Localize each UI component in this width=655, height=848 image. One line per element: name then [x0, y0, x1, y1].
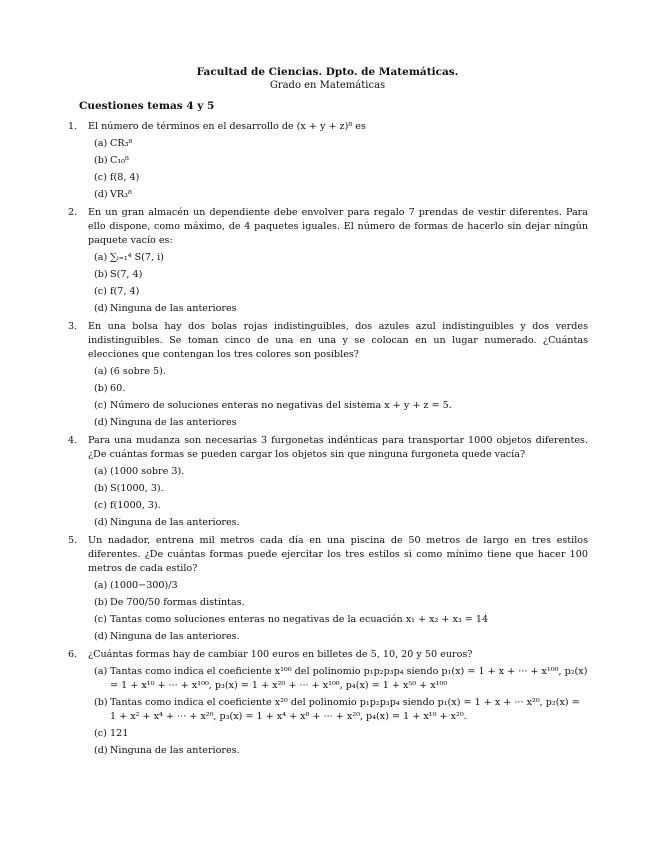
answer-option — [88, 465, 588, 479]
option-text: Tantas como indica el coeficiente x²⁰ del polinomio p₁p₂p₃p₄ siendo p₁(x) = 1 + x + ··· x²⁰, p₂(x) = 1 + x² + x⁴ + ··· + x²⁰, p₃(x) = 1 + x⁴ + x⁸ + ··· + x²⁰, p₄(x) = 1 + x¹⁰ + x²⁰. — [110, 697, 580, 722]
option-text: (1000−300)/3 — [110, 580, 178, 591]
option-text: Tantas como indica el coeficiente x¹⁰⁰ del polinomio p₁p₂p₃p₄ siendo p₁(x) = 1 + x + ··· + x¹⁰⁰, p₂(x) = 1 + x¹⁰ + ··· + x¹⁰⁰, p₃(x) = 1 + x²⁰ + ··· + x¹⁰⁰, p₄(x) = 1 + x⁵⁰ + x¹⁰⁰ — [110, 666, 588, 691]
question-text: El número de términos en el desarrollo de (x + y + z)⁸ es — [88, 121, 366, 132]
question-item — [68, 206, 588, 316]
question-text: Un nadador, entrena mil metros cada día en una piscina de 50 metros de largo en tres estilos diferentes. ¿De cuántas formas puede ejercitar los tres estilos si como mínimo tiene que hacer 100 metros de cada estilo? — [88, 535, 588, 574]
answer-option — [88, 482, 588, 496]
option-letter: (b) — [94, 269, 108, 280]
option-text: CR₃⁸ — [110, 138, 133, 149]
answer-option — [88, 744, 588, 758]
option-text: Ninguna de las anteriores — [110, 303, 237, 314]
option-letter: (a) — [94, 466, 108, 477]
option-letter: (c) — [94, 728, 107, 739]
faculty-header: Facultad de Ciencias. Dpto. de Matemáticas. — [196, 66, 459, 78]
option-list — [88, 251, 588, 316]
answer-option — [88, 596, 588, 610]
question-item — [68, 320, 588, 430]
option-list — [88, 137, 588, 202]
question-item — [68, 648, 588, 758]
option-text: C₁₀⁸ — [110, 155, 129, 166]
option-letter: (d) — [94, 189, 108, 200]
answer-option — [88, 302, 588, 316]
answer-option — [88, 285, 588, 299]
answer-option — [88, 171, 588, 185]
option-letter: (d) — [94, 303, 108, 314]
option-text: Ninguna de las anteriores. — [110, 631, 240, 642]
answer-option — [88, 154, 588, 168]
question-number: 5. — [68, 535, 78, 546]
option-letter: (a) — [94, 252, 108, 263]
option-letter: (a) — [94, 666, 108, 677]
option-text: ∑ᵢ₌₁⁴ S(7, i) — [110, 252, 164, 263]
answer-option — [88, 365, 588, 379]
option-list — [88, 365, 588, 430]
answer-option — [88, 516, 588, 530]
answer-option — [88, 137, 588, 151]
option-text: (6 sobre 5). — [110, 366, 166, 377]
option-text: f(1000, 3). — [110, 500, 161, 511]
option-letter: (c) — [94, 614, 107, 625]
option-letter: (b) — [94, 483, 108, 494]
option-text: S(7, 4) — [110, 269, 143, 280]
option-letter: (d) — [94, 631, 108, 642]
option-text: f(7, 4) — [110, 286, 140, 297]
answer-option — [88, 251, 588, 265]
option-letter: (c) — [94, 286, 107, 297]
option-list — [88, 665, 588, 758]
option-letter: (b) — [94, 597, 108, 608]
option-list — [88, 465, 588, 530]
option-letter: (b) — [94, 155, 108, 166]
option-letter: (d) — [94, 745, 108, 756]
question-text: En una bolsa hay dos bolas rojas indistinguibles, dos azules azul indistinguibles y dos verdes indistinguibles. Se toman cinco de una en una y se colocan en un lugar numerado. ¿Cuántas elecciones que contengan los tres colores son posibles? — [88, 321, 588, 360]
option-text: (1000 sobre 3). — [110, 466, 185, 477]
option-letter: (a) — [94, 138, 108, 149]
answer-option — [88, 727, 588, 741]
option-letter: (c) — [94, 500, 107, 511]
answer-option — [88, 499, 588, 513]
answer-option — [88, 399, 588, 413]
answer-option — [88, 416, 588, 430]
answer-option — [88, 665, 588, 693]
option-letter: (b) — [94, 697, 108, 708]
option-text: 60. — [110, 383, 126, 394]
option-list — [88, 579, 588, 644]
option-text: Tantas como soluciones enteras no negativas de la ecuación x₁ + x₂ + x₃ = 14 — [110, 614, 489, 625]
answer-option — [88, 630, 588, 644]
question-item — [68, 434, 588, 530]
answer-option — [88, 696, 588, 724]
option-letter: (a) — [94, 366, 108, 377]
question-number: 4. — [68, 435, 78, 446]
option-letter: (d) — [94, 417, 108, 428]
option-text: S(1000, 3). — [110, 483, 164, 494]
question-number: 1. — [68, 121, 78, 132]
option-text: 121 — [110, 728, 129, 739]
option-text: VR₃⁸ — [110, 189, 132, 200]
answer-option — [88, 268, 588, 282]
option-letter: (c) — [94, 400, 107, 411]
option-text: Número de soluciones enteras no negativas del sistema x + y + z = 5. — [110, 400, 452, 411]
answer-option — [88, 579, 588, 593]
option-letter: (c) — [94, 172, 107, 183]
option-text: Ninguna de las anteriores — [110, 417, 237, 428]
question-list — [68, 120, 588, 762]
option-letter: (a) — [94, 580, 108, 591]
question-number: 3. — [68, 321, 78, 332]
question-number: 6. — [68, 649, 78, 660]
answer-option — [88, 613, 588, 627]
option-text: f(8, 4) — [110, 172, 140, 183]
question-number: 2. — [68, 207, 78, 218]
option-letter: (b) — [94, 383, 108, 394]
degree-subheader: Grado en Matemáticas — [269, 80, 386, 91]
question-text: En un gran almacén un dependiente debe envolver para regalo 7 prendas de vestir diferentes. Para ello dispone, como máximo, de 4 paquetes iguales. El número de formas de hacerlo sin dejar ningún paquete vacío es: — [88, 207, 588, 246]
question-text: Para una mudanza son necesarias 3 furgonetas indénticas para transportar 1000 objetos diferentes. ¿De cuántas formas se pueden cargar los objetos sin que ninguna furgoneta quede vacía? — [88, 435, 588, 460]
option-letter: (d) — [94, 517, 108, 528]
question-text: ¿Cuántas formas hay de cambiar 100 euros en billetes de 5, 10, 20 y 50 euros? — [88, 649, 473, 660]
option-text: Ninguna de las anteriores. — [110, 517, 240, 528]
option-text: Ninguna de las anteriores. — [110, 745, 240, 756]
question-item — [68, 534, 588, 644]
question-item — [68, 120, 588, 202]
option-text: De 700/50 formas distintas. — [110, 597, 245, 608]
answer-option — [88, 188, 588, 202]
section-title: Cuestiones temas 4 y 5 — [79, 100, 215, 112]
answer-option — [88, 382, 588, 396]
